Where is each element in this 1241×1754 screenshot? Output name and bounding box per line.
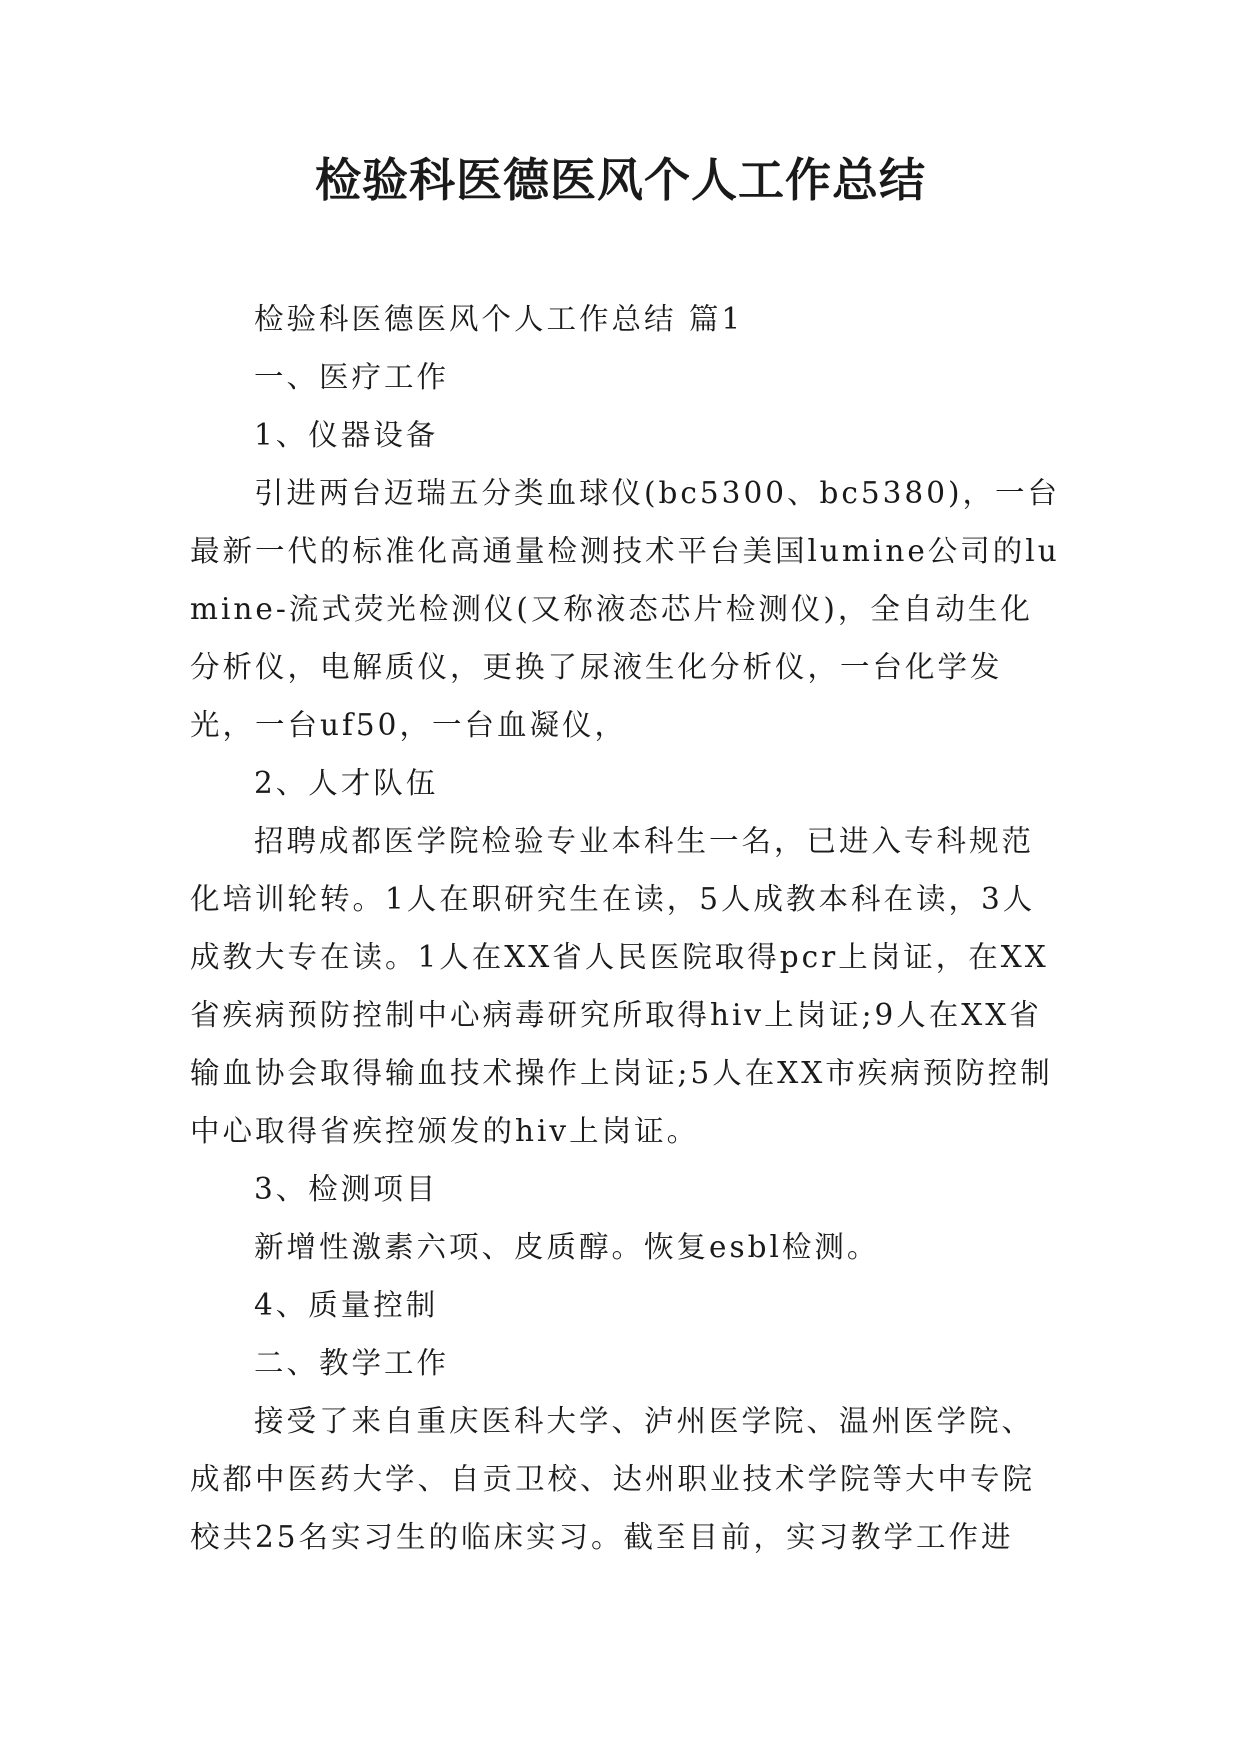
paragraph-teaching-details: 接受了来自重庆医科大学、泸州医学院、温州医学院、成都中医药大学、自贡卫校、达州职业技术学院等大中专院校共25名实习生的临床实习。截至目前，实习教学工作进 — [190, 1404, 1036, 1554]
document-body — [190, 290, 1060, 1566]
paragraph-heading-equipment: 1、仪器设备 — [254, 418, 439, 452]
paragraph-test-items-details: 新增性激素六项、皮质醇。恢复esbl检测。 — [254, 1230, 880, 1264]
paragraph-heading-test-items: 3、检测项目 — [254, 1172, 439, 1206]
paragraph-equipment-details: 引进两台迈瑞五分类血球仪(bc5300、bc5380)，一台最新一代的标准化高通量检测技术平台美国lumine公司的lumine-流式荧光检测仪(又称液态芯片检测仪)，全自动生化分析仪，电解质仪，更换了尿液生化分析仪，一台化学发光，一台uf50，一台血凝仪， — [190, 476, 1060, 742]
paragraph-section-heading: 检验科医德医风个人工作总结 篇1 — [254, 302, 744, 336]
paragraph-talent-details: 招聘成都医学院检验专业本科生一名，已进入专科规范化培训轮转。1人在职研究生在读，5人成教本科在读，3人成教大专在读。1人在XX省人民医院取得pcr上岗证，在XX省疾病预防控制中心病毒研究所取得hiv上岗证;9人在XX省输血协会取得输血技术操作上岗证;5人在XX市疾病预防控制中心取得省疾控颁发的hiv上岗证。 — [190, 824, 1053, 1148]
paragraph-heading-teaching-work: 二、教学工作 — [254, 1346, 450, 1380]
paragraph-heading-talent: 2、人才队伍 — [254, 766, 439, 800]
paragraph-heading-quality-control: 4、质量控制 — [254, 1288, 439, 1322]
document-title: 检验科医德医风个人工作总结 — [315, 153, 926, 207]
paragraph-heading-medical-work: 一、医疗工作 — [254, 360, 450, 394]
